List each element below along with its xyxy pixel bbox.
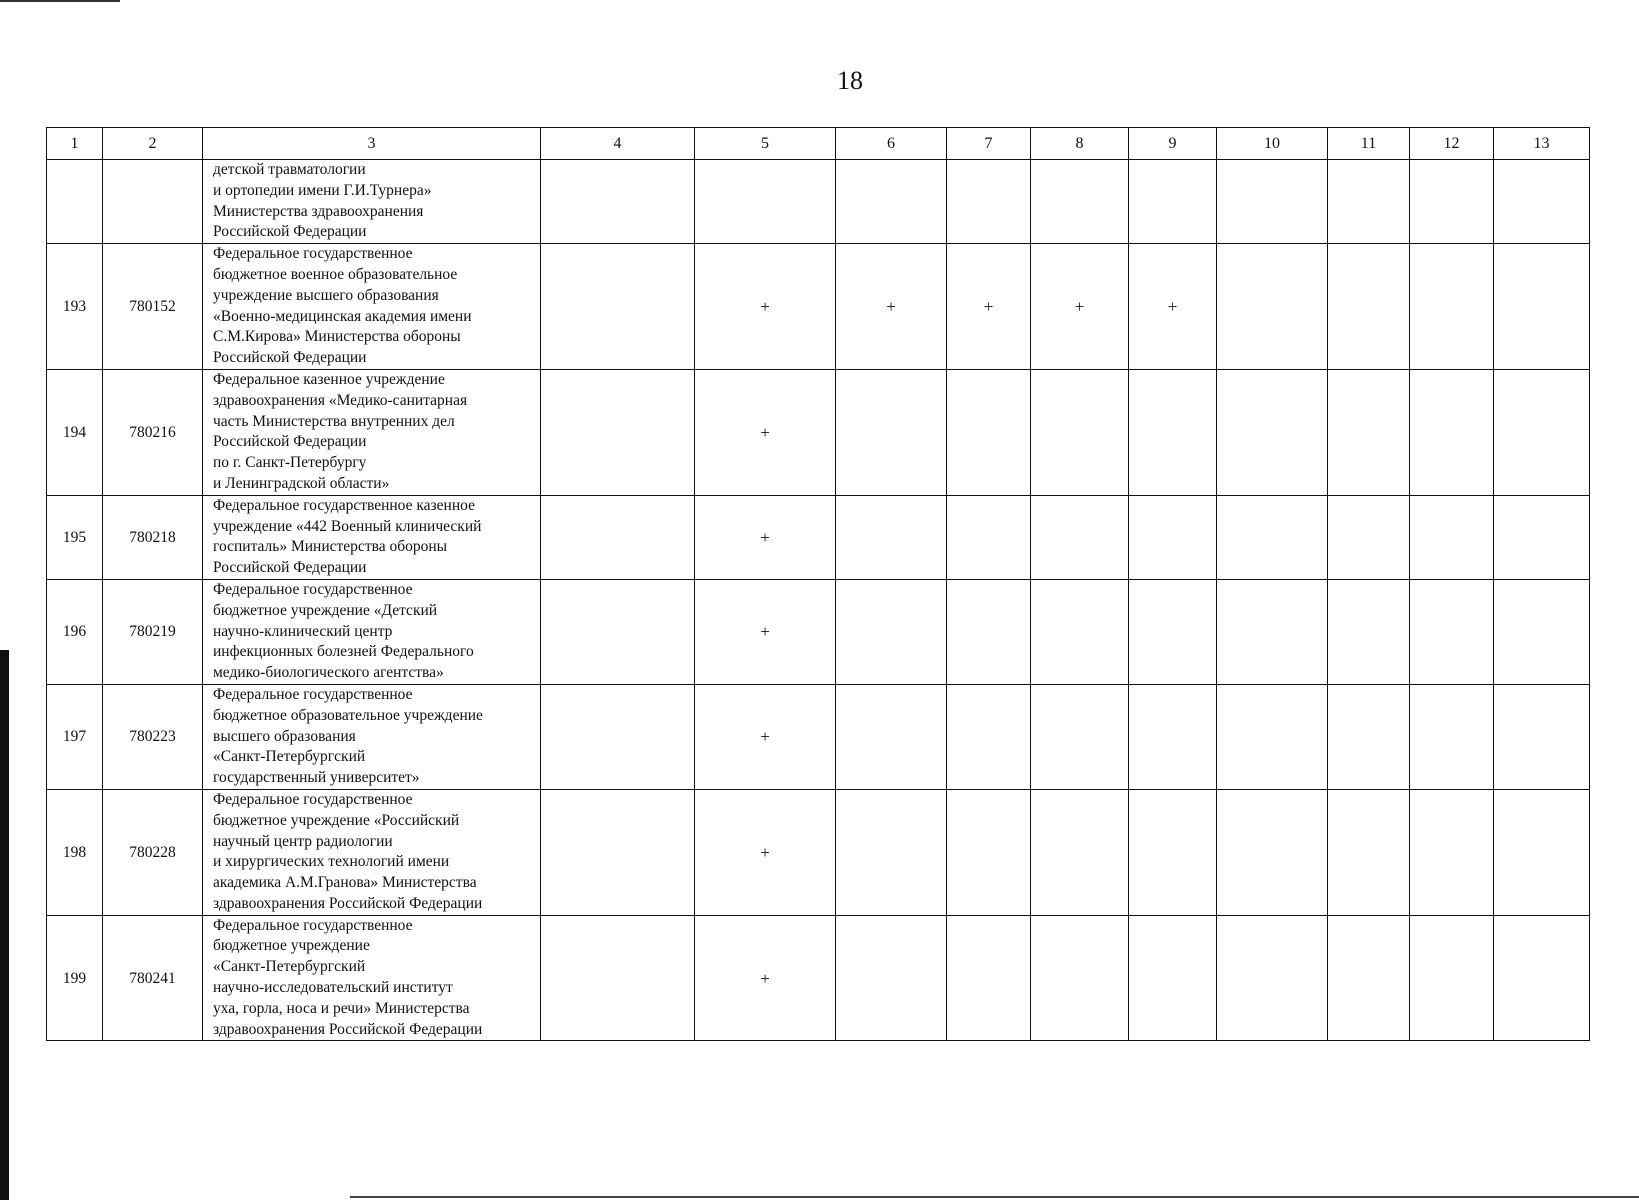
header-cell: 3: [203, 128, 541, 160]
table-row: [47, 495, 1590, 579]
organization-name-cell: Федеральное государственное бюджетное учреждение «Детский научно-клинический центр инфекционных болезней Федерального медико-биологического агентства»: [203, 579, 541, 684]
mark-cell: [947, 369, 1031, 495]
mark-cell: [947, 160, 1031, 244]
mark-cell: [1217, 579, 1328, 684]
mark-cell: [1328, 244, 1410, 370]
header-cell: 9: [1129, 128, 1217, 160]
mark-cell: [1410, 789, 1494, 915]
mark-cell: [1494, 369, 1590, 495]
mark-cell: [1129, 579, 1217, 684]
header-cell: 5: [695, 128, 836, 160]
mark-cell: [541, 244, 695, 370]
organization-name-cell: Федеральное государственное бюджетное военное образовательное учреждение высшего образования «Военно-медицинская академия имени С.М.Кирова» Министерства обороны Российской Федерации: [203, 244, 541, 370]
mark-cell: [1129, 915, 1217, 1041]
header-cell: 2: [103, 128, 203, 160]
code-cell: [103, 160, 203, 244]
row-number-cell: 195: [47, 495, 103, 579]
mark-cell: [947, 495, 1031, 579]
mark-cell: [1410, 160, 1494, 244]
scan-edge-bottom: [350, 1196, 1639, 1198]
mark-cell: [1217, 160, 1328, 244]
mark-cell: [1217, 684, 1328, 789]
code-cell: 780218: [103, 495, 203, 579]
mark-cell: [1494, 495, 1590, 579]
mark-cell: [1328, 789, 1410, 915]
organization-name-cell: Федеральное казенное учреждение здравоохранения «Медико-санитарная часть Министерства внутренних дел Российской Федерации по г. Санкт-Петербургу и Ленинградской области»: [203, 369, 541, 495]
mark-cell: [1328, 495, 1410, 579]
mark-cell: [1031, 684, 1129, 789]
header-cell: 6: [836, 128, 947, 160]
mark-cell: [541, 160, 695, 244]
row-number-cell: 198: [47, 789, 103, 915]
mark-cell: [947, 684, 1031, 789]
mark-cell: [1217, 369, 1328, 495]
mark-cell: [836, 160, 947, 244]
mark-cell: [1031, 495, 1129, 579]
mark-cell: [541, 915, 695, 1041]
mark-cell: [1328, 684, 1410, 789]
mark-cell: [1494, 684, 1590, 789]
header-cell: 13: [1494, 128, 1590, 160]
mark-cell: [1494, 579, 1590, 684]
mark-cell: [1217, 495, 1328, 579]
organization-name-cell: Федеральное государственное бюджетное учреждение «Российский научный центр радиологии и хирургических технологий имени академика А.М.Гранова» Министерства здравоохранения Российской Федерации: [203, 789, 541, 915]
mark-cell: [1494, 915, 1590, 1041]
mark-cell: [1494, 244, 1590, 370]
mark-cell: [1328, 579, 1410, 684]
table-row: [47, 915, 1590, 1041]
header-cell: 11: [1328, 128, 1410, 160]
organization-name-cell: Федеральное государственное казенное учреждение «442 Военный клинический госпиталь» Министерства обороны Российской Федерации: [203, 495, 541, 579]
mark-cell: [1328, 915, 1410, 1041]
page-number: 18: [837, 66, 863, 95]
mark-cell: +: [695, 495, 836, 579]
table-row: [47, 579, 1590, 684]
mark-cell: [1328, 160, 1410, 244]
mark-cell: [1217, 915, 1328, 1041]
mark-cell: [836, 495, 947, 579]
mark-cell: +: [1129, 244, 1217, 370]
row-number-cell: 193: [47, 244, 103, 370]
mark-cell: [541, 789, 695, 915]
organizations-table: [46, 127, 1590, 1041]
mark-cell: [1328, 369, 1410, 495]
mark-cell: +: [695, 789, 836, 915]
table-body: [47, 160, 1590, 1041]
code-cell: 780152: [103, 244, 203, 370]
mark-cell: [836, 789, 947, 915]
mark-cell: [836, 369, 947, 495]
mark-cell: [1494, 160, 1590, 244]
mark-cell: [1031, 160, 1129, 244]
code-cell: 780216: [103, 369, 203, 495]
header-cell: 7: [947, 128, 1031, 160]
row-number-cell: 196: [47, 579, 103, 684]
row-number-cell: 197: [47, 684, 103, 789]
table-row: [47, 369, 1590, 495]
organization-name-cell: Федеральное государственное бюджетное учреждение «Санкт-Петербургский научно-исследовательский институт уха, горла, носа и речи» Министерства здравоохранения Российской Федерации: [203, 915, 541, 1041]
mark-cell: [1129, 684, 1217, 789]
mark-cell: [1031, 915, 1129, 1041]
mark-cell: [1129, 160, 1217, 244]
header-cell: 12: [1410, 128, 1494, 160]
mark-cell: [541, 579, 695, 684]
organization-name-cell: детской травматологии и ортопедии имени Г.И.Турнера» Министерства здравоохранения Российской Федерации: [203, 160, 541, 244]
organization-name-cell: Федеральное государственное бюджетное образовательное учреждение высшего образования «Санкт-Петербургский государственный университет»: [203, 684, 541, 789]
table-row: [47, 684, 1590, 789]
mark-cell: [541, 495, 695, 579]
mark-cell: +: [695, 369, 836, 495]
mark-cell: [836, 579, 947, 684]
table-row: [47, 244, 1590, 370]
table-row: [47, 160, 1590, 244]
mark-cell: [947, 789, 1031, 915]
row-number-cell: [47, 160, 103, 244]
mark-cell: +: [695, 244, 836, 370]
mark-cell: [836, 915, 947, 1041]
code-cell: 780219: [103, 579, 203, 684]
mark-cell: +: [695, 915, 836, 1041]
mark-cell: [1410, 579, 1494, 684]
header-cell: 4: [541, 128, 695, 160]
header-cell: 10: [1217, 128, 1328, 160]
mark-cell: [1217, 244, 1328, 370]
row-number-cell: 199: [47, 915, 103, 1041]
mark-cell: [1410, 915, 1494, 1041]
header-row: [47, 128, 1590, 160]
mark-cell: [1217, 789, 1328, 915]
header-cell: 8: [1031, 128, 1129, 160]
mark-cell: [695, 160, 836, 244]
table-row: [47, 789, 1590, 915]
mark-cell: [947, 579, 1031, 684]
mark-cell: [1410, 684, 1494, 789]
mark-cell: +: [947, 244, 1031, 370]
mark-cell: [1031, 579, 1129, 684]
mark-cell: [1494, 789, 1590, 915]
mark-cell: +: [1031, 244, 1129, 370]
mark-cell: +: [695, 684, 836, 789]
mark-cell: [1129, 495, 1217, 579]
mark-cell: [541, 684, 695, 789]
mark-cell: +: [695, 579, 836, 684]
mark-cell: [1031, 369, 1129, 495]
header-cell: 1: [47, 128, 103, 160]
mark-cell: [1129, 789, 1217, 915]
mark-cell: [836, 684, 947, 789]
code-cell: 780228: [103, 789, 203, 915]
mark-cell: [1410, 244, 1494, 370]
scan-edge-top: [0, 0, 120, 2]
scan-edge-left: [0, 650, 9, 1200]
mark-cell: [1129, 369, 1217, 495]
mark-cell: [1031, 789, 1129, 915]
row-number-cell: 194: [47, 369, 103, 495]
mark-cell: [1410, 495, 1494, 579]
mark-cell: [1410, 369, 1494, 495]
code-cell: 780223: [103, 684, 203, 789]
code-cell: 780241: [103, 915, 203, 1041]
mark-cell: +: [836, 244, 947, 370]
mark-cell: [541, 369, 695, 495]
mark-cell: [947, 915, 1031, 1041]
